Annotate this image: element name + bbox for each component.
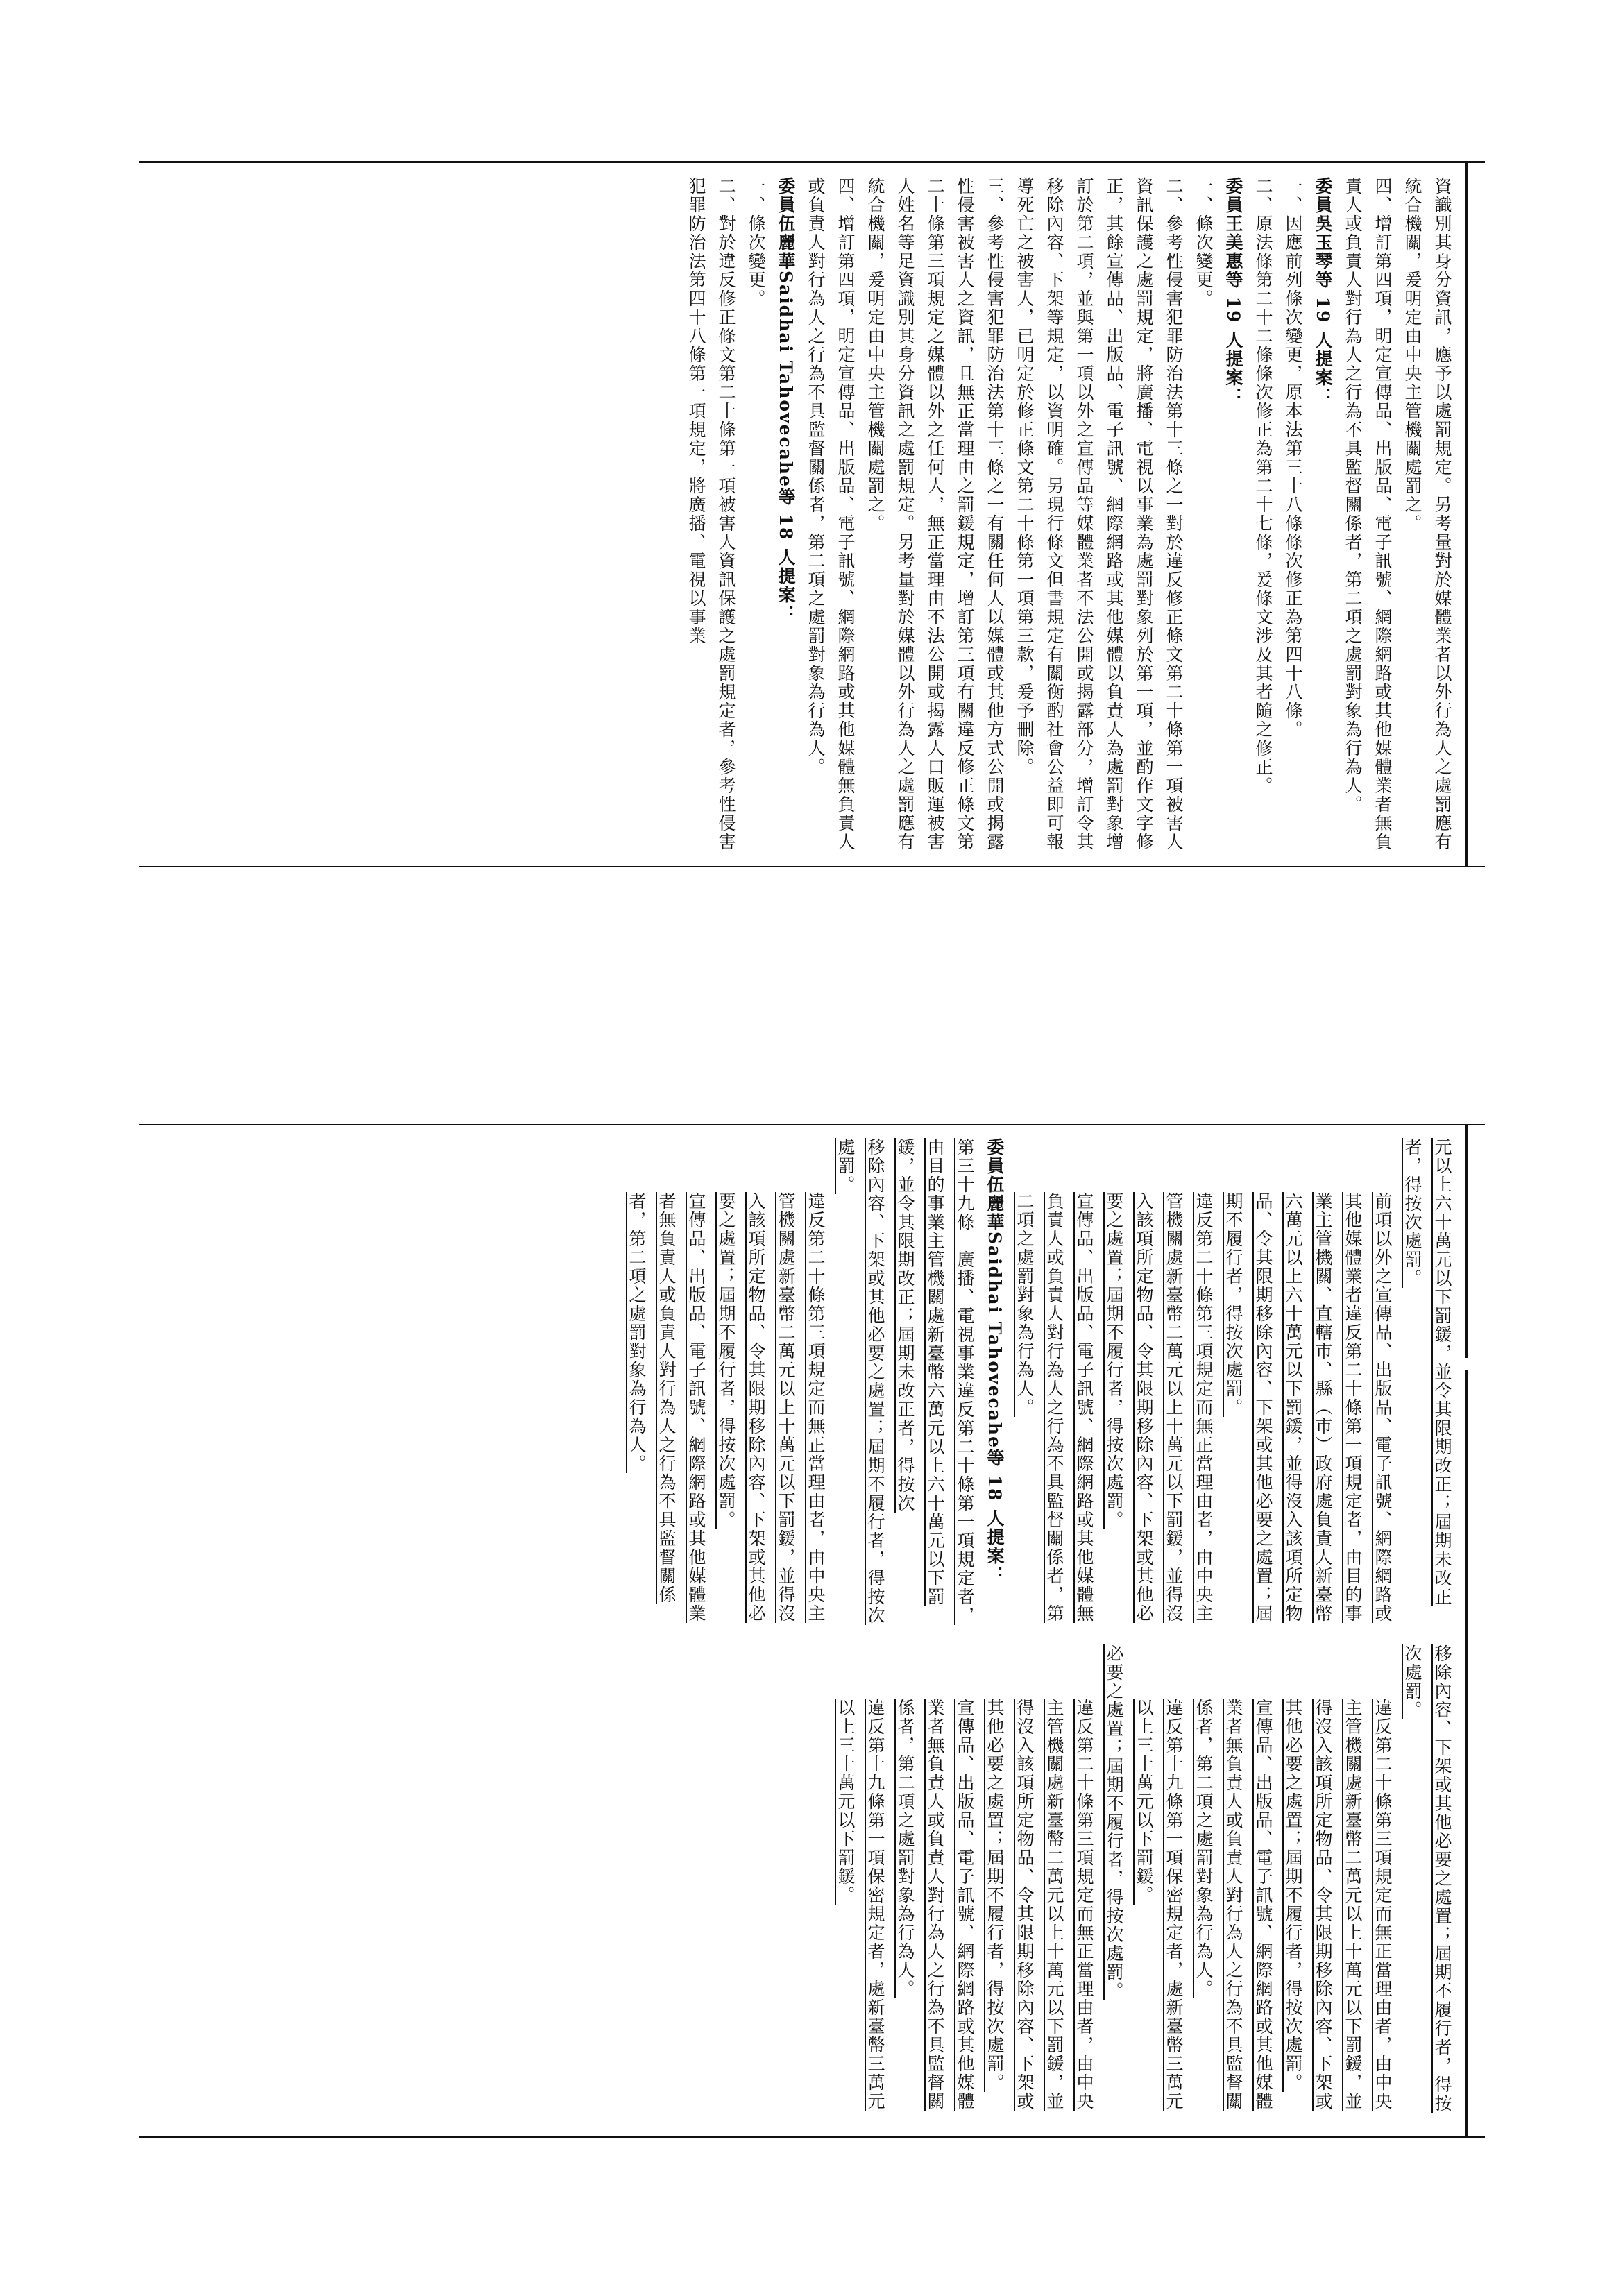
paragraph: 二、原法條第二十二條條次修正為第二十七條，爰條文涉及其者隨之修正。: [1253, 177, 1273, 795]
paragraph: 一、因應前列條次變更，原本法第三十八條條次修正為第四十八條。: [1283, 177, 1303, 739]
paragraph: 違反第十九條第一項保密規定者，處新臺幣三萬元以上三十萬元以下罰鍰。: [835, 1699, 885, 2111]
paragraph: 違反第二十條第三項規定而無正當理由者，由中央主管機關處新臺幣二萬元以上十萬元以下罰鍰，並得沒入該項所定物品、令其限期移除內容、下架或其他必要之處置；屆期不履行者，得按次處罰。: [1104, 1192, 1214, 1623]
explanation-column: [142, 177, 1457, 853]
paragraph: 宣傳品、出版品、電子訊號、網際網路或其他媒體業者無負責人或負責人對行為人之行為不具監督關係者，第二項之處罰對象為行為人。: [895, 1699, 975, 2111]
paragraph: 四、增訂第四項，明定宣傳品、出版品、電子訊號、網際網路或其他媒體業者無負責人或負責人對行為人之行為不具監督關係者，第二項之處罰對象為行為人。: [1343, 177, 1393, 851]
paragraph: 違反第二十條第三項規定而無正當理由者，由中央主管機關處新臺幣二萬元以上十萬元以下罰鍰，並得沒入該項所定物品、令其限期移除內容、下架或其他必要之處置；屆期不履行者，得按次處罰。: [1283, 1699, 1393, 2111]
paragraph: 三、參考性侵害犯罪防治法第十三條之一有關任何人以媒體或其他方式公開或揭露性侵害被害人之資訊，且無正當理由之罰鍰規定，增訂第三項有關違反修正條文第二十條第三項規定之媒體以外之任何人，無正當理由不法公開或揭露人口販運被害人姓名等足資識別其身分資訊之處罰規定。另考量對於媒體以外行為人之處罰應有統合機關，爰明定由中央主管機關處罰之。: [865, 177, 1005, 851]
paragraph: 違反第二十條第三項規定而無正當理由者，由中央主管機關處新臺幣二萬元以上十萬元以下罰鍰，並得沒入該項所定物品、令其限期移除內容、下架或其他必要之處置；屆期不履行者，得按次處罰。: [716, 1192, 826, 1623]
paragraph: 宣傳品、出版品、電子訊號、網際網路或其他媒體無負責人或負責人對行為人之行為不具監督關係者，第二項之處罰對象為行為人。: [1014, 1192, 1094, 1623]
paragraph: 違反第十九條第一項保密規定者，處新臺幣三萬元以上三十萬元以下罰鍰。: [1134, 1699, 1184, 2111]
proposal-heading: 委員伍麗華Saidhai Tahovecahe等 18 人提案：: [985, 1138, 1005, 1585]
paragraph: 第三十九條 廣播、電視事業違反第二十條第一項規定者，由目的事業主管機關處新臺幣六萬元以上六十萬元以下罰鍰，並令其限期改正；屆期未改正者，得按次: [895, 1138, 975, 1625]
paragraph: 移除內容、下架或其他必要之處置；屆期不履行者，得按次處罰。: [1402, 1644, 1452, 2113]
cell-divider: [1465, 1125, 1468, 1358]
proposal-articles-lower: [142, 1644, 1457, 2127]
proposal-heading: 委員伍麗華Saidhai Tahovecahe等 18 人提案：: [776, 177, 796, 624]
paragraph: 元以上六十萬元以下罰鍰，並令其限期改正；屆期未改正者，得按次處罰。: [1402, 1138, 1452, 1606]
cell-divider: [1465, 1887, 1468, 2136]
mid-rule-2: [139, 1124, 1485, 1125]
paragraph: 一、條次變更。: [1193, 177, 1214, 308]
mid-rule-1: [139, 866, 1485, 867]
top-rule: [139, 161, 1485, 163]
bottom-rule: [139, 2136, 1485, 2138]
cell-divider: [1465, 1631, 1468, 1887]
paragraph: 宣傳品、出版品、電子訊號、網際網路或其他媒體業者無負責人或負責人對行為人之行為不具監督關係者，第二項之處罰對象為行為人。: [627, 1192, 706, 1623]
paragraph: 違反第二十條第三項規定而無正當理由者，由中央主管機關處新臺幣二萬元以上十萬元以下罰鍰，並得沒入該項所定物品、令其限期移除內容、下架或其他必要之處置；屆期不履行者，得按次處罰。: [985, 1699, 1094, 2111]
proposal-heading: 委員王美惠等 19 人提案：: [1223, 177, 1243, 407]
paragraph: 二、參考性侵害犯罪防治法第十三條之一對於違反修正條文第二十條第一項被害人資訊保護之處罰規定，將廣播、電視以事業為處罰對象列於第一項，並酌作文字修正，其餘宣傳品、出版品、電子訊號、網際網路或其他媒體以負責人為處罰對象增訂於第二項，並與第一項以外之宣傳品等媒體業者不法公開或揭露部分，增訂令其移除內容、下架等規定，以資明確。另現行條文但書規定有關衡酌社會公益即可報導死亡之被害人，已明定於修正條文第二十條第一項第三款，爰予刪除。: [1014, 177, 1184, 851]
proposal-articles-middle: [142, 1138, 1457, 1638]
cell-divider: [1465, 162, 1468, 867]
paragraph: 前項以外之宣傳品、出版品、電子訊號、網際網路或其他媒體業者違反第二十條第一項規定者，由目的事業主管機關、直轄市、縣（市）政府處負責人新臺幣六萬元以上六十萬元以下罰鍰，並得沒入該項所定物品、令其限期移除內容、下架或其他必要之處置；屆期不履行者，得按次處罰。: [1223, 1192, 1393, 1623]
proposal-heading: 委員吳玉琴等 19 人提案：: [1313, 177, 1333, 407]
paragraph: 宣傳品、出版品、電子訊號、網際網路或其他媒體業者無負責人或負責人對行為人之行為不具監督關係者，第二項之處罰對象為行為人。: [1193, 1699, 1273, 2111]
paragraph: 必要之處置；屆期不履行者，得按次處罰。: [1104, 1644, 1124, 2000]
paragraph: 二、對於違反修正條文第二十條第一項被害人資訊保護之處罰規定者，參考性侵害犯罪防治法第四十八條第一項規定，將廣播、電視以事業: [686, 177, 736, 851]
paragraph: 移除內容、下架或其他必要之處置；屆期不履行者，得按次處罰。: [835, 1138, 885, 1625]
paragraph: 資識別其身分資訊，應予以處罰規定。另考量對於媒體業者以外行為人之處罰應有統合機關，爰明定由中央主管機關處罰之。: [1402, 177, 1452, 851]
paragraph: 四、增訂第四項，明定宣傳品、出版品、電子訊號、網際網路或其他媒體無負責人或負責人對行為人之行為不具監督關係者，第二項之處罰對象為行為人。: [806, 177, 856, 851]
paragraph: 一、條次變更。: [746, 177, 766, 308]
cell-divider: [1465, 1370, 1468, 1631]
